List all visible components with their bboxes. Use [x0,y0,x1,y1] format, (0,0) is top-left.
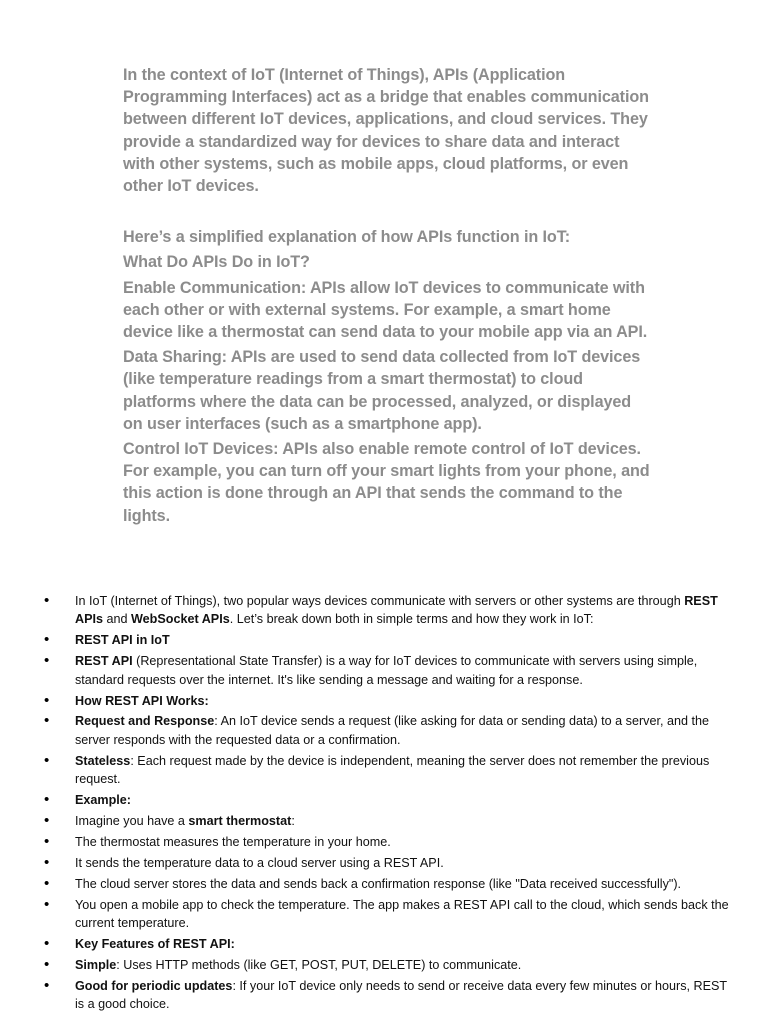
list-item: • In IoT (Internet of Things), two popular ways devices communicate with servers or other systems are through REST APIs and WebSocket APIs. Let’s break down both in simple terms and how they work in IoT: [75,592,735,629]
list-item: • REST API (Representational State Transfer) is a way for IoT devices to communicate with servers using simple, standard requests over the internet. It's like sending a message and waiting for a response. [75,652,735,689]
list-item: • You open a mobile app to check the temperature. The app makes a REST API call to the cloud, which sends back the current temperature. [75,896,735,933]
list-item: • It sends the temperature data to a cloud server using a REST API. [75,854,735,872]
list-item: • The cloud server stores the data and sends back a confirmation response (like "Data received successfully"). [75,875,735,893]
list-item: • Simple: Uses HTTP methods (like GET, POST, PUT, DELETE) to communicate. [75,956,735,974]
bullet-list [75,592,735,1016]
list-item: • REST API in IoT [75,631,735,649]
point-enable-communication: Enable Communication: APIs allow IoT devices to communicate with each other or with external systems. For example, a smart home device like a thermostat can send data to your mobile app via an API. [123,278,648,342]
intro-section [123,64,653,527]
intro-subtitle: Here’s a simplified explanation of how APIs function in IoT: [123,228,570,247]
list-item: • Request and Response: An IoT device sends a request (like asking for data or sending data) to a server, and the server responds with the requested data or a confirmation. [75,712,735,749]
list-item: • Stateless: Each request made by the device is independent, meaning the server does not remember the previous request. [75,752,735,789]
point-control-devices: Control IoT Devices: APIs also enable remote control of IoT devices. For example, you can turn off your smart lights from your phone, and this action is done through an API that sends the command to the lights. [123,440,650,525]
section-heading: What Do APIs Do in IoT? [123,253,310,272]
list-item: • Imagine you have a smart thermostat: [75,812,735,830]
list-item: • Good for periodic updates: If your IoT device only needs to send or receive data every few minutes or hours, REST is a good choice. [75,977,735,1014]
list-item: • How REST API Works: [75,692,735,710]
list-item: • Key Features of REST API: [75,935,735,953]
list-item: • The thermostat measures the temperature in your home. [75,833,735,851]
list-item: • Example: [75,791,735,809]
intro-paragraph: In the context of IoT (Internet of Things), APIs (Application Programming Interfaces) act as a bridge that enables communication between different IoT devices, applications, and cloud services. They provide a standardized way for devices to share data and interact with other systems, such as mobile apps, cloud platforms, or even other IoT devices. [123,66,649,196]
point-data-sharing: Data Sharing: APIs are used to send data collected from IoT devices (like temperature readings from a smart thermostat) to cloud platforms where the data can be processed, analyzed, or displayed on user interfaces (such as a smartphone app). [123,348,641,433]
